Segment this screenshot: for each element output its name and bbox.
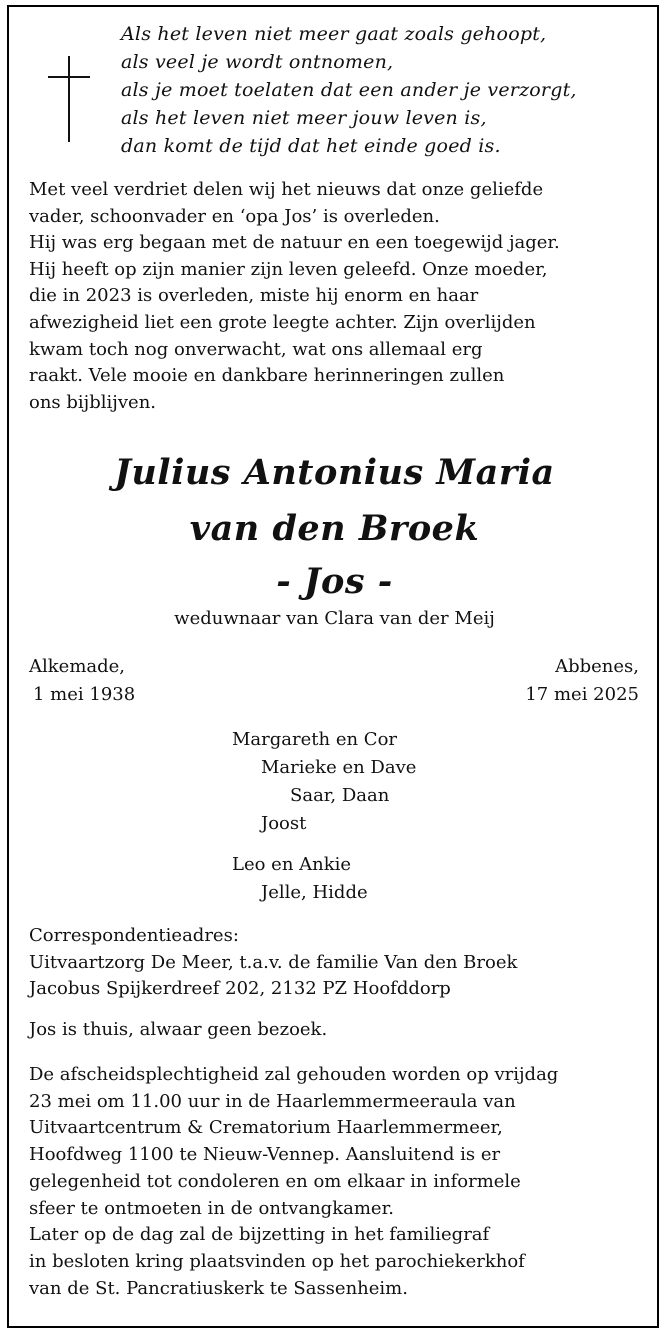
deceased-name-line2: van den Broek [189,508,480,549]
correspondence-line: Jacobus Spijkerdreef 202, 2132 PZ Hoofddorp [29,978,451,1000]
family-grandchildren: Saar, Daan [290,785,390,806]
correspondence-line: Uitvaartzorg De Meer, t.a.v. de familie Van den Broek [29,951,518,973]
widower-line: weduwnaar van Clara van der Meij [174,608,495,629]
intro-line: ons bijblijven. [29,391,157,413]
ceremony-line: 23 mei om 11.00 uur in de Haarlemmermeeraula van [29,1090,516,1112]
deceased-nickname: - Jos - [276,561,393,602]
intro-line: Met veel verdriet delen wij het nieuws dat onze geliefde [29,179,544,200]
family-parents: Margareth en Cor [232,729,398,750]
intro-line: die in 2023 is overleden, miste hij enorm en haar [29,285,479,307]
visit-note: Jos is thuis, alwaar geen bezoek. [29,1019,328,1040]
family-group-1 [232,726,416,838]
intro-line: Hij heeft op zijn manier zijn leven geleefd. Onze moeder, [29,258,548,280]
family-group-2 [232,851,368,907]
intro-line: afwezigheid liet een grote leegte achter. Zijn overlijden [29,311,536,333]
intro-line: kwam toch nog onverwacht, wat ons allemaal erg [29,338,483,360]
intro-line: vader, schoonvader en ‘opa Jos’ is overleden. [29,205,440,227]
death-info [525,653,639,709]
birth-info [29,653,135,709]
poem [121,20,641,160]
ceremony-line: Uitvaartcentrum & Crematorium Haarlemmermeer, [29,1117,503,1139]
intro-line: Hij was erg begaan met de natuur en een toegewijd jager. [29,232,560,254]
family-grandchildren: Jelle, Hidde [261,882,368,903]
death-place: Abbenes, [555,656,639,677]
ceremony-line: van de St. Pancratiuskerk te Sassenheim. [29,1277,408,1299]
poem-line: als veel je wordt ontnomen, [121,51,394,73]
family-parents: Leo en Ankie [232,854,352,875]
death-date: 17 mei 2025 [525,684,639,705]
cross-icon [48,56,90,142]
ceremony-line: De afscheidsplechtigheid zal gehouden worden op vrijdag [29,1064,559,1085]
birth-date: 1 mei 1938 [33,684,136,705]
deceased-name-line1: Julius Antonius Maria [114,452,555,493]
birth-place: Alkemade, [29,656,126,677]
ceremony-line: in besloten kring plaatsvinden op het parochiekerkhof [29,1250,525,1272]
intro-text [29,177,649,416]
poem-line: als je moet toelaten dat een ander je verzorgt, [121,79,577,101]
ceremony-line: Later op de dag zal de bijzetting in het familiegraf [29,1224,490,1246]
ceremony-line: gelegenheid tot condoleren en om elkaar in informele [29,1170,521,1192]
poem-line: als het leven niet meer jouw leven is, [121,107,487,129]
ceremony-text [29,1062,558,1302]
correspondence-block [29,923,517,1003]
intro-line: raakt. Vele mooie en dankbare herinneringen zullen [29,365,505,387]
ceremony-line: Hoofdweg 1100 te Nieuw-Vennep. Aansluitend is er [29,1144,501,1166]
family-child: Marieke en Dave [261,757,417,778]
ceremony-line: sfeer te ontmoeten in de ontvangkamer. [29,1197,394,1219]
poem-line: Als het leven niet meer gaat zoals gehoopt, [121,23,547,45]
correspondence-label: Correspondentieadres: [29,925,239,946]
poem-line: dan komt de tijd dat het einde goed is. [121,135,501,157]
family-child: Joost [261,813,307,834]
